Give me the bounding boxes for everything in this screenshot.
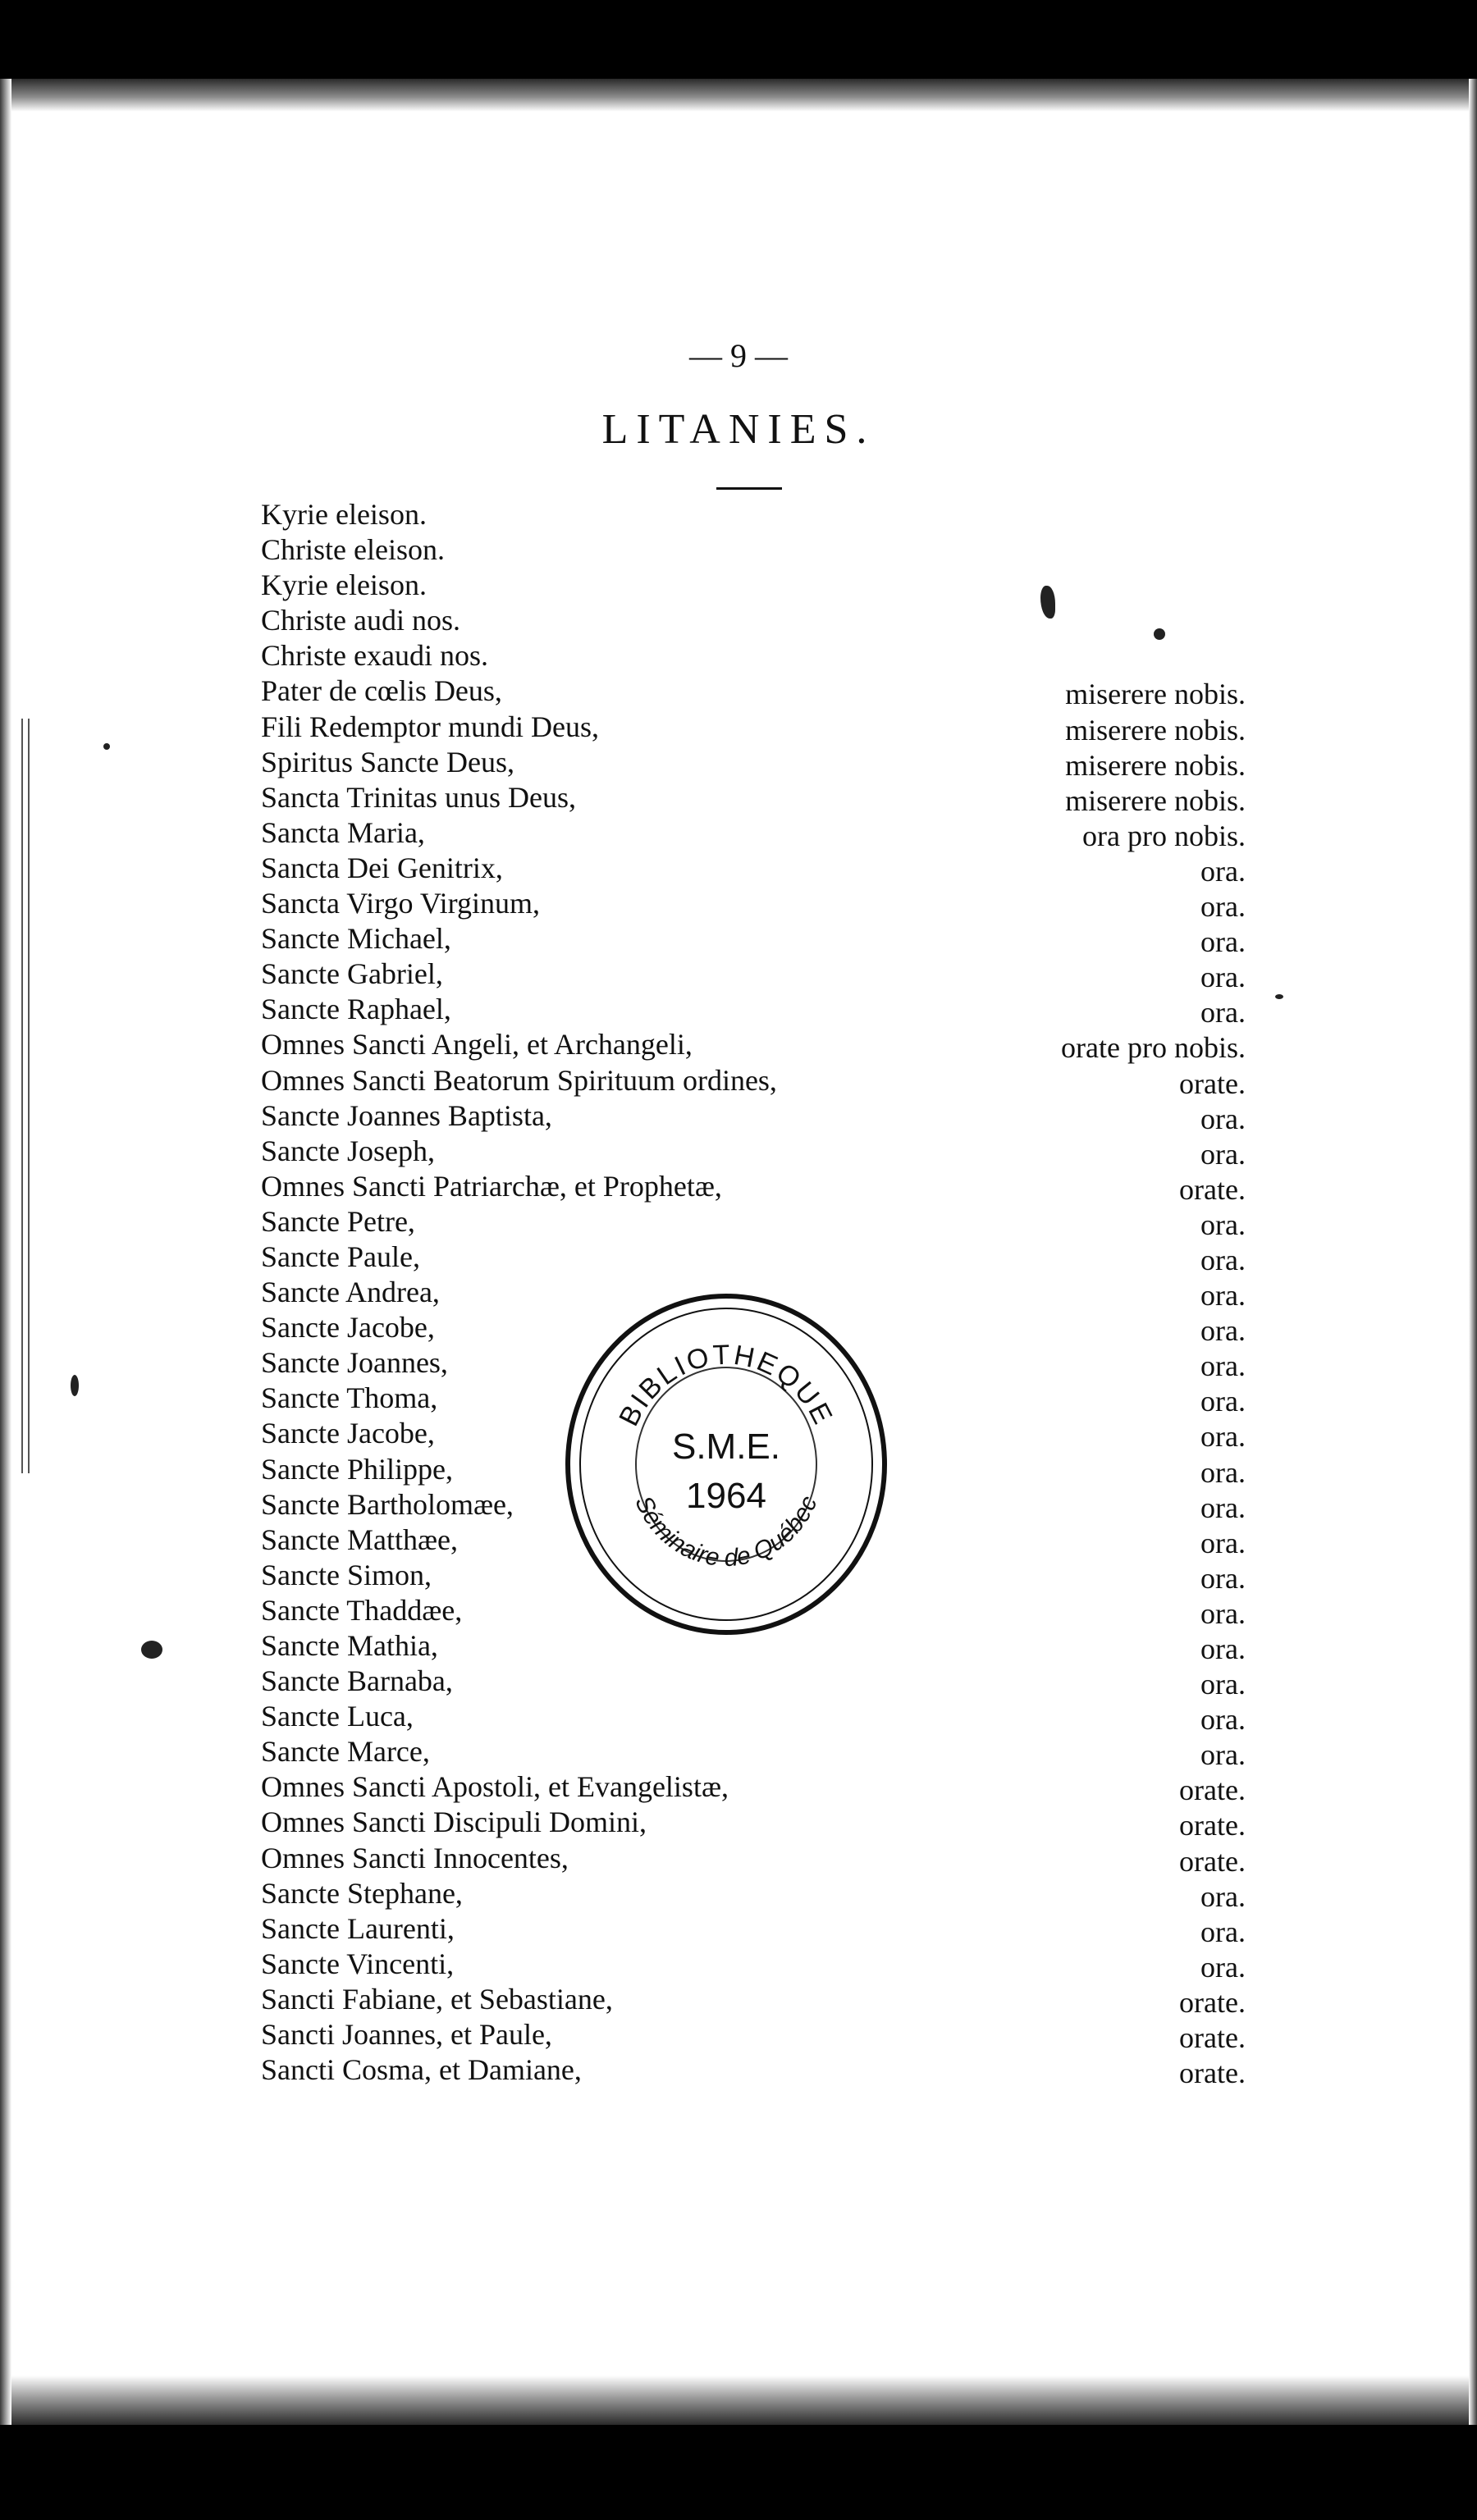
invocation-text: Sancte Gabriel, — [261, 957, 443, 991]
litany-line — [261, 1982, 1246, 2017]
invocation-text: Sancte Philippe, — [261, 1452, 453, 1486]
stamp-bottom-text: Séminaire de Québec — [629, 1491, 823, 1573]
response-text: miserere nobis. — [1065, 713, 1246, 746]
litany-line — [261, 1204, 1246, 1239]
ink-speck — [1275, 994, 1283, 999]
litany-line — [261, 956, 1246, 992]
response-text: orate. — [1179, 1844, 1246, 1878]
litany-line — [261, 1239, 1246, 1275]
invocation-text: Sancti Fabiane, et Sebastiane, — [261, 1982, 613, 2016]
ink-speck — [71, 1375, 79, 1396]
invocation-text: Sancte Paule, — [261, 1239, 420, 1273]
invocation-text: Kyrie eleison. — [261, 498, 427, 531]
response-text: ora. — [1200, 1455, 1246, 1489]
response-text: ora. — [1200, 1491, 1246, 1524]
litany-line — [261, 673, 1246, 709]
invocation-text: Sancte Laurenti, — [261, 1911, 455, 1945]
litany-line — [261, 568, 1246, 603]
response-text: miserere nobis. — [1065, 783, 1246, 817]
invocation-text: Sancte Andrea, — [261, 1276, 440, 1309]
response-text: ora. — [1200, 1703, 1246, 1737]
invocation-text: Sancte Luca, — [261, 1700, 414, 1733]
invocation-text: Sancta Maria, — [261, 815, 425, 849]
invocation-text: Omnes Sancti Beatorum Spirituum ordines, — [261, 1063, 777, 1097]
litany-line — [261, 2052, 1246, 2088]
response-text: orate. — [1179, 1172, 1246, 1206]
invocation-text: Sancte Stephane, — [261, 1876, 463, 1910]
response-text: ora. — [1200, 925, 1246, 959]
litany-line — [261, 2017, 1246, 2055]
litany-line — [261, 780, 1246, 815]
page-edge-bottom — [0, 2376, 1477, 2425]
title-rule — [716, 487, 782, 490]
page-edge-top — [0, 79, 1477, 112]
response-text: ora. — [1200, 1208, 1246, 1241]
invocation-text: Sancti Joannes, et Paule, — [261, 2018, 552, 2052]
litany-line — [261, 1063, 1246, 1098]
response-text: ora. — [1200, 854, 1246, 888]
invocation-text: Christe eleison. — [261, 533, 445, 567]
book-page — [0, 79, 1477, 2425]
litany-line — [261, 1769, 1246, 1805]
response-text: miserere nobis. — [1065, 748, 1246, 782]
invocation-text: Christe audi nos. — [261, 604, 460, 637]
litany-line — [261, 603, 1246, 638]
litany-line — [261, 1027, 1246, 1065]
response-text: ora. — [1200, 961, 1246, 994]
invocation-text: Sancte Marce, — [261, 1735, 430, 1769]
litany-line — [261, 497, 1246, 532]
invocation-text: Spiritus Sancte Deus, — [261, 745, 514, 778]
response-text: ora. — [1200, 1385, 1246, 1418]
invocation-text: Sancti Cosma, et Damiane, — [261, 2053, 582, 2087]
response-text: orate. — [1179, 1066, 1246, 1100]
response-text: ora. — [1200, 1879, 1246, 1913]
litany-line — [261, 532, 1246, 568]
invocation-text: Sancte Jacobe, — [261, 1311, 435, 1344]
response-text: ora. — [1200, 1137, 1246, 1171]
response-text: ora. — [1200, 1349, 1246, 1383]
invocation-text: Christe exaudi nos. — [261, 639, 488, 673]
litany-line — [261, 1169, 1246, 1204]
response-text: orate. — [1179, 1774, 1246, 1807]
invocation-text: Sancte Bartholomæe, — [261, 1487, 514, 1521]
stamp-seal-graphic — [565, 1293, 888, 1636]
stamp-line-1: S.M.E. — [671, 1427, 781, 1467]
ink-speck — [103, 743, 110, 750]
invocation-text: Omnes Sancti Apostoli, et Evangelistæ, — [261, 1770, 729, 1804]
response-text: ora. — [1200, 1279, 1246, 1312]
invocation-text: Sancte Thoma, — [261, 1381, 438, 1415]
ink-speck — [141, 1641, 162, 1659]
invocation-text: Sancte Simon, — [261, 1558, 432, 1591]
litany-line — [261, 1734, 1246, 1772]
litany-line — [261, 815, 1246, 851]
litany-line — [261, 1841, 1246, 1876]
litany-line — [261, 1664, 1246, 1699]
response-text: orate. — [1179, 1985, 1246, 2019]
response-text: ora. — [1200, 1668, 1246, 1701]
response-text: ora. — [1200, 996, 1246, 1029]
invocation-text: Sancte Petre, — [261, 1204, 415, 1238]
response-text: orate. — [1179, 1809, 1246, 1842]
litany-line — [261, 1699, 1246, 1737]
response-text: ora. — [1200, 1915, 1246, 1948]
invocation-text: Omnes Sancti Patriarchæ, et Prophetæ, — [261, 1169, 722, 1203]
litany-line — [261, 638, 1246, 673]
response-text: ora. — [1200, 1561, 1246, 1595]
litany-line — [261, 710, 1246, 745]
stamp-top-text: BIBLIOTHEQUE — [613, 1339, 839, 1431]
invocation-text: Pater de cœlis Deus, — [261, 674, 502, 708]
invocation-text: Omnes Sancti Angeli, et Archangeli, — [261, 1028, 693, 1061]
invocation-text: Fili Redemptor mundi Deus, — [261, 710, 599, 743]
invocation-text: Omnes Sancti Innocentes, — [261, 1841, 569, 1874]
invocation-text: Sancta Dei Genitrix, — [261, 851, 503, 884]
litany-line — [261, 1098, 1246, 1134]
litany-line — [261, 851, 1246, 886]
page-title: LITANIES. — [601, 406, 876, 453]
response-text: ora. — [1200, 1102, 1246, 1135]
invocation-text: Sancte Joannes Baptista, — [261, 1098, 552, 1132]
response-text: ora. — [1200, 890, 1246, 924]
response-text: ora. — [1200, 1526, 1246, 1559]
invocation-text: Sancte Barnaba, — [261, 1664, 453, 1698]
litany-line — [261, 1876, 1246, 1911]
invocation-text: Sancte Mathia, — [261, 1629, 438, 1662]
svg-text:BIBLIOTHEQUE — [613, 1340, 839, 1431]
response-text: ora. — [1200, 1314, 1246, 1348]
response-text: miserere nobis. — [1065, 678, 1246, 711]
invocation-text: Sancta Trinitas unus Deus, — [261, 780, 577, 814]
response-text: ora pro nobis. — [1082, 819, 1246, 852]
response-text: orate pro nobis. — [1061, 1031, 1246, 1065]
response-text: orate. — [1179, 2021, 1246, 2055]
invocation-text: Sancta Virgo Virginum, — [261, 887, 541, 920]
response-text: ora. — [1200, 1632, 1246, 1665]
invocation-text: Kyrie eleison. — [261, 568, 427, 602]
page-number: — 9 — — [689, 337, 788, 374]
invocation-text: Sancte Matthæe, — [261, 1522, 458, 1556]
response-text: ora. — [1200, 1738, 1246, 1772]
invocation-text: Sancte Jacobe, — [261, 1417, 435, 1450]
litany-line — [261, 745, 1246, 780]
invocation-text: Sancte Joseph, — [261, 1134, 435, 1167]
litany-line — [261, 1911, 1246, 1947]
litany-line — [261, 1805, 1246, 1840]
response-text: ora. — [1200, 1420, 1246, 1454]
binding-shadow — [21, 719, 30, 1473]
invocation-text: Sancte Vincenti, — [261, 1947, 455, 1980]
library-stamp — [565, 1293, 888, 1636]
litany-line — [261, 886, 1246, 924]
litany-line — [261, 1134, 1246, 1169]
stamp-line-2: 1964 — [686, 1476, 766, 1516]
invocation-text: Sancte Joannes, — [261, 1346, 448, 1380]
litany-line — [261, 1947, 1246, 1982]
response-text: ora. — [1200, 1243, 1246, 1276]
litany-line — [261, 992, 1246, 1027]
response-text: ora. — [1200, 1596, 1246, 1630]
response-text: orate. — [1179, 2057, 1246, 2090]
invocation-text: Omnes Sancti Discipuli Domini, — [261, 1806, 647, 1839]
invocation-text: Sancte Michael, — [261, 922, 451, 956]
invocation-text: Sancte Raphael, — [261, 993, 451, 1026]
invocation-text: Sancte Thaddæe, — [261, 1593, 463, 1627]
response-text: ora. — [1200, 1950, 1246, 1984]
litany-line — [261, 921, 1246, 959]
